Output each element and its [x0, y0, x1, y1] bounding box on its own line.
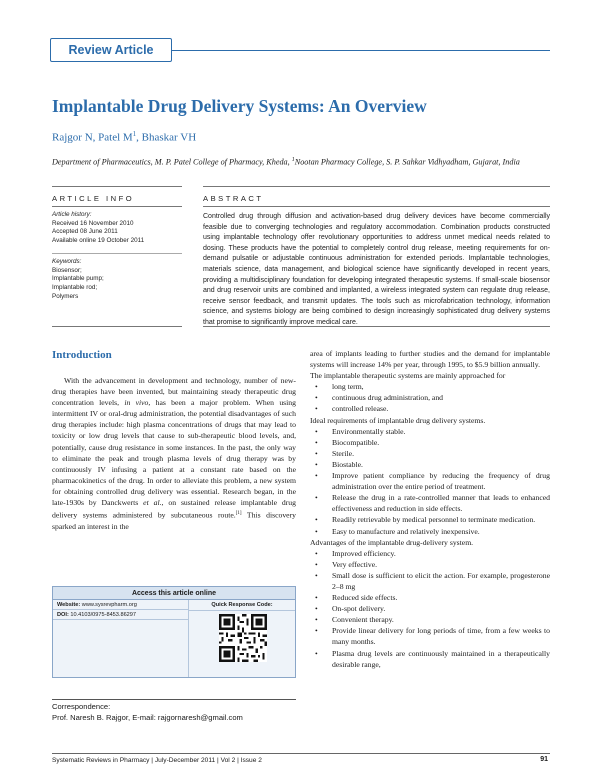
abstract-heading: ABSTRACT [203, 194, 264, 203]
keyword-item: Polymers [52, 292, 79, 300]
approach-list [310, 381, 550, 414]
affiliation-part-2: Nootan Pharmacy College, S. P. Sahkar Vidhyadham, Gujarat, India [294, 157, 520, 167]
info-divider [52, 253, 182, 254]
ideal-heading: Ideal requirements of implantable drug delivery systems. [310, 415, 486, 425]
list-item: • Convenient therapy. [310, 614, 550, 625]
advantages-list [310, 548, 550, 670]
list-item: • Very effective. [310, 559, 550, 570]
list-item: • Provide linear delivery for long periods of time, from a few weeks to many months. [310, 625, 550, 647]
approach-heading: The implantable therapeutic systems are mainly approached for [310, 371, 506, 381]
author-affil-marker: 1 [132, 130, 137, 138]
header-rule [172, 50, 550, 51]
intro-text-run: , has been a major problem. When using intermittent IV or oral-drug administration, the potential disadvantages of such drug therapies include: high plasma concentrations of drugs that may lead to toxicity or low drug levels that cause to sub-therapeutic blood levels, and, potentially, cause drug resistance in some instances. In the past, the only way to eliminate the peak and trough plasma levels of drug therapy was by continuously IV infusing a patient at a constant rate based on the pharmacokinetics of the drug. In order to alleviate this problem, a new system for obtaining controlled drug delivery was essential. Research began, in the late-1930s by Danckwerts [52, 398, 296, 508]
intro-italic-run: in vivo [124, 398, 149, 408]
affiliation-marker: 1 [291, 157, 295, 163]
correspondence-heading: Correspondence: [52, 702, 111, 711]
access-online-box [52, 586, 296, 678]
advantages-heading: Advantages of the implantable drug-delivery system. [310, 537, 474, 547]
list-item: • Small dose is sufficient to elicit the action. For example, progesterone 2–8 mg [310, 570, 550, 592]
qr-code-icon[interactable] [219, 614, 267, 662]
list-item: • Biocompatible. [310, 437, 550, 448]
history-accepted: Accepted 08 June 2011 [52, 228, 118, 236]
info-bottom-rule [52, 326, 182, 327]
keyword-item: Implantable rod; [52, 284, 98, 292]
article-title: Implantable Drug Delivery Systems: An Overview [52, 96, 427, 116]
keywords [52, 258, 182, 302]
footer-rule [52, 753, 550, 754]
history-received: Received 16 November 2010 [52, 219, 134, 227]
history-label: Article history: [52, 211, 92, 218]
introduction-text [52, 375, 296, 532]
review-article-badge [50, 38, 172, 62]
list-item: • Reduced side effects. [310, 592, 550, 603]
keyword-item: Implantable pump; [52, 275, 104, 283]
journal-footer: Systematic Reviews in Pharmacy | July-December 2011 | Vol 2 | Issue 2 [52, 757, 262, 764]
correspondence-text: Prof. Naresh B. Rajgor, E-mail: rajgornaresh@gmail.com [52, 713, 243, 722]
intro-text-run: , on sustained release implantable drug delivery systems administered by subcutaneous route. [52, 498, 296, 520]
abstract-bottom-rule [203, 326, 550, 327]
list-item: • Environmentally stable. [310, 426, 550, 437]
list-item: • On-spot delivery. [310, 603, 550, 614]
info-heading-rule [52, 206, 182, 207]
right-paragraph: area of implants leading to further studies and the demand for implantable systems will increase 14% per year, through 1995, to $5.9 billion annually. [310, 349, 550, 370]
introduction-heading: Introduction [52, 349, 112, 361]
correspondence-rule [52, 699, 296, 700]
list-item: • long term, [310, 381, 550, 392]
access-box-title: Access this article online [53, 587, 295, 600]
author-list [52, 130, 196, 144]
list-item: • Sterile. [310, 448, 550, 459]
intro-text-run: With the advancement in development and technology, number of new-drug therapies have been invented, but maintaining steady therapeutic drug concentration levels, [52, 376, 296, 408]
page-number: 91 [540, 756, 548, 763]
intro-text-run: This discovery sparked an interest in the [52, 510, 296, 531]
abstract-heading-rule [203, 206, 550, 207]
author-names: Rajgor N, Patel M [52, 131, 133, 144]
doi-link[interactable]: 10.4103/0975-8453.86297 [70, 612, 137, 618]
qr-panel [188, 600, 295, 677]
keyword-item: Biosensor; [52, 266, 82, 274]
list-item: • continuous drug administration, and [310, 392, 550, 403]
doi-label: DOI: [57, 612, 69, 618]
list-item: • Biostable. [310, 459, 550, 470]
abstract-top-rule [203, 186, 550, 187]
list-item: • Release the drug in a rate-controlled manner that leads to enhanced effectiveness and reduction in side effects. [310, 492, 550, 514]
list-item: • Readily retrievable by medical personnel to terminate medication. [310, 514, 550, 525]
keywords-label: Keywords: [52, 258, 82, 265]
abstract-text: Controlled drug through diffusion and activation-based drug delivery devices have become commercially feasible due to converging technologies and regulatory accommodation. Combination products constructed using implantable technology offer revolutionary opportunities to address unmet medical needs related to dosing. These products have the potential to completely control drug release, meeting requirements for on-demand pulsatile or adjustable continuous administration for extended periods. Implantable technologies, materials science, data management, and biological science have significantly developed in recent years, providing a multidisciplinary foundation for developing integrated therapeutic systems. If small-scale biosensor and drug reservoir units are combined and implanted, a wireless integrated system can regulate drug release, receive sensor feedback, and transmit updates. The tools such as microfabrication technology, information science, and systems biology are being combined to design increasingly sophisticated drug delivery systems that promise to significantly improve medical care. [203, 213, 550, 326]
list-item: • Plasma drug levels are continuously maintained in a therapeutically desirable range, [310, 648, 550, 670]
qr-label: Quick Response Code: [189, 600, 295, 611]
list-item: • Improve patient compliance by reducing the frequency of drug administration over the entire period of treatment. [310, 470, 550, 492]
list-item: • Easy to manufacture and relatively inexpensive. [310, 526, 550, 537]
website-link[interactable]: www.sysrevpharm.org [81, 602, 137, 608]
ideal-list [310, 426, 550, 537]
website-row [53, 600, 188, 610]
intro-italic-run: et al. [143, 498, 162, 508]
affiliation [52, 155, 552, 168]
article-info-heading: ARTICLE INFO [52, 194, 135, 203]
badge-label: Review Article [68, 43, 154, 57]
right-column [310, 348, 550, 670]
citation-ref[interactable]: [1] [235, 511, 242, 517]
list-item: • Improved efficiency. [310, 548, 550, 559]
list-item: • controlled release. [310, 403, 550, 414]
website-label: Website: [57, 602, 81, 608]
author-names-rest: , Bhaskar VH [136, 131, 197, 144]
info-top-rule [52, 186, 182, 187]
affiliation-part-1: Department of Pharmaceutics, M. P. Patel College of Pharmacy, Kheda, [52, 157, 292, 167]
article-history [52, 211, 182, 246]
history-online: Available online 19 October 2011 [52, 237, 145, 245]
doi-row [53, 610, 188, 620]
access-links [53, 600, 188, 620]
